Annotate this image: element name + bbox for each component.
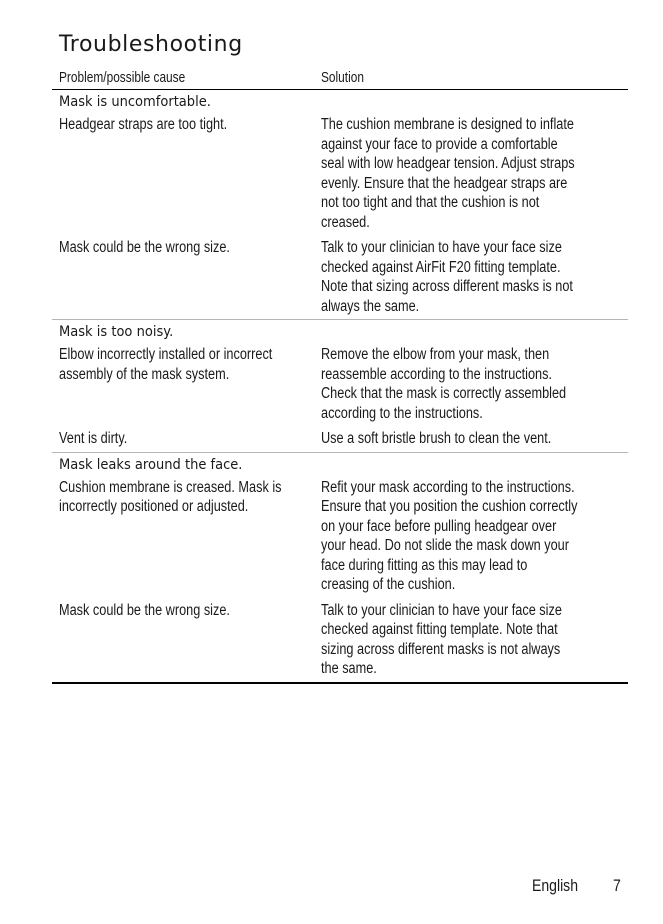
table-section — [52, 90, 628, 320]
solution-line: Remove the elbow from your mask, then — [321, 346, 550, 363]
cause-line: incorrectly positioned or adjusted. — [59, 498, 249, 515]
section-heading: Mask is too noisy. — [59, 324, 174, 340]
solution-line: checked against fitting template. Note that — [321, 621, 558, 638]
solution-line: face during fitting as this may lead to — [321, 556, 528, 574]
solution-cell — [321, 237, 628, 316]
cause-line: Mask could be the wrong size. — [59, 601, 230, 619]
header-solution: Solution — [321, 70, 364, 86]
footer-language: English — [532, 877, 579, 895]
cause-line: Headgear straps are too tight. — [59, 116, 228, 133]
cause-cell — [52, 114, 321, 232]
table-section — [52, 320, 628, 453]
solution-line: your head. Do not slide the mask down your — [321, 537, 569, 554]
solution-line: creasing of the cushion. — [321, 576, 456, 593]
solution-line: Ensure that you position the cushion correctly — [321, 498, 578, 515]
cause-cell — [52, 600, 321, 679]
table-row — [52, 600, 628, 682]
solution-line: creased. — [321, 213, 370, 231]
solution-cell — [321, 114, 628, 232]
cause-line: assembly of the mask system. — [59, 365, 230, 383]
solution-cell — [321, 344, 628, 423]
solution-line: sizing across different masks is not always — [321, 640, 561, 658]
table-header — [52, 68, 628, 90]
section-heading: Mask leaks around the face. — [59, 456, 243, 473]
cause-line: Mask could be the wrong size. — [59, 239, 230, 256]
table-body — [52, 90, 628, 684]
solution-line: the same. — [321, 660, 377, 677]
table-row — [52, 477, 628, 595]
solution-cell — [321, 477, 628, 595]
solution-line: Talk to your clinician to have your face size — [321, 601, 562, 619]
table-row — [52, 237, 628, 319]
cause-line: Elbow incorrectly installed or incorrect — [59, 346, 273, 363]
solution-line: Talk to your clinician to have your face size — [321, 239, 562, 256]
page-title: Troubleshooting — [59, 32, 243, 57]
cause-line: Cushion membrane is creased. Mask is — [59, 478, 282, 496]
cause-cell — [52, 344, 321, 423]
solution-line: Check that the mask is correctly assembled — [321, 385, 567, 402]
solution-cell — [321, 600, 628, 679]
solution-line: evenly. Ensure that the headgear straps are — [321, 174, 568, 192]
solution-line: seal with low headgear tension. Adjust straps — [321, 155, 575, 172]
footer-page-number: 7 — [613, 877, 621, 895]
header-problem: Problem/possible cause — [59, 70, 186, 86]
solution-cell — [321, 428, 628, 449]
cause-cell — [52, 428, 321, 449]
cause-cell — [52, 477, 321, 595]
solution-line: The cushion membrane is designed to inflate — [321, 116, 574, 133]
solution-line: against your face to provide a comfortable — [321, 135, 558, 153]
solution-line: reassemble according to the instructions. — [321, 365, 553, 383]
troubleshooting-table — [52, 68, 628, 684]
cause-line: Vent is dirty. — [59, 430, 128, 447]
cause-cell — [52, 237, 321, 316]
table-row — [52, 344, 628, 423]
solution-line: Use a soft bristle brush to clean the vent. — [321, 430, 552, 447]
solution-line: on your face before pulling headgear over — [321, 517, 557, 535]
table-row — [52, 428, 628, 452]
solution-line: checked against AirFit F20 fitting template. — [321, 258, 561, 276]
table-section — [52, 453, 628, 684]
solution-line: always the same. — [321, 297, 420, 315]
solution-line: Refit your mask according to the instructions. — [321, 478, 575, 496]
solution-line: according to the instructions. — [321, 404, 483, 422]
solution-line: not too tight and that the cushion is not — [321, 194, 540, 211]
section-heading: Mask is uncomfortable. — [59, 94, 211, 110]
solution-line: Note that sizing across different masks is not — [321, 278, 573, 295]
table-row — [52, 114, 628, 232]
